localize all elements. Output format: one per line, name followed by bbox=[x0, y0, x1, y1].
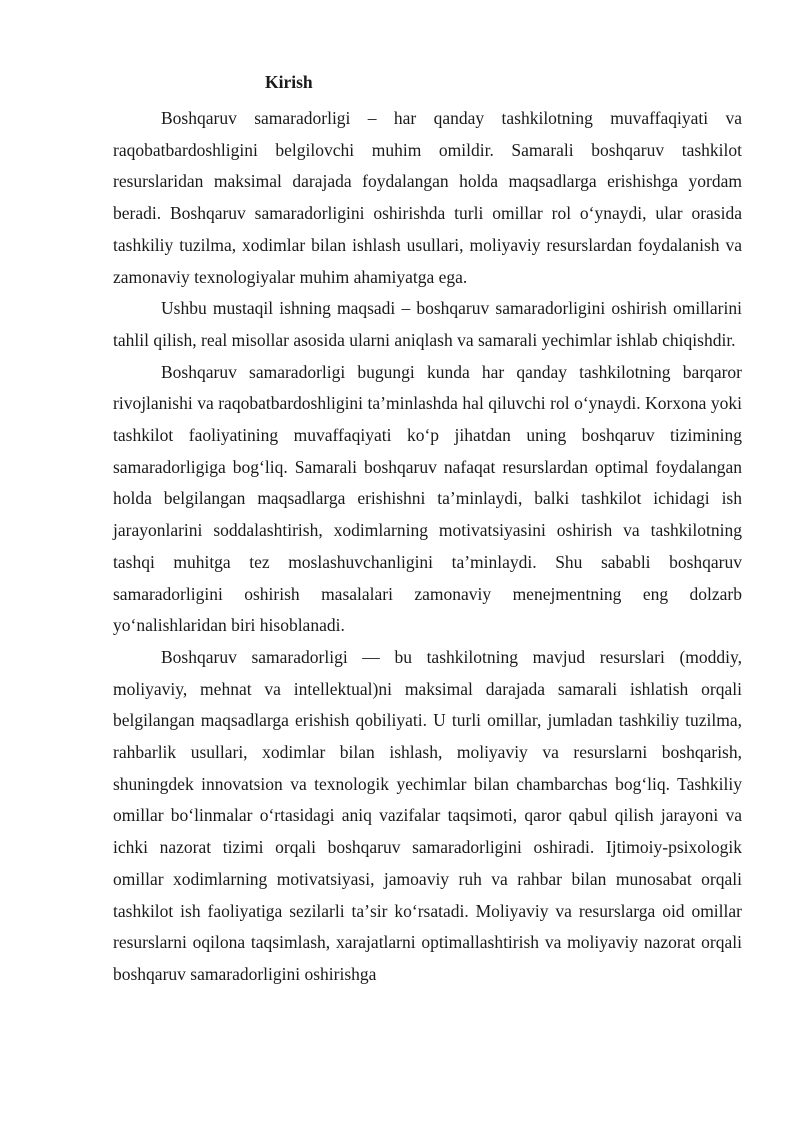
section-heading: Kirish bbox=[265, 72, 313, 92]
paragraph-1: Boshqaruv samaradorligi – har qanday tashkilotning muvaffaqiyati va raqobatbardoshligini belgilovchi muhim omildir. Samarali boshqaruv tashkilot resurslaridan maksimal darajada foydalangan holda maqsadlarga erishishga yordam beradi. Boshqaruv samaradorligini oshirishda turli omillar rol oʻynaydi, ular orasida tashkiliy tuzilma, xodimlar bilan ishlash usullari, moliyaviy resurslardan foydalanish va zamonaviy texnologiyalar muhim ahamiyatga ega. bbox=[113, 108, 742, 287]
paragraph-3: Boshqaruv samaradorligi bugungi kunda har qanday tashkilotning barqaror rivojlanishi va raqobatbardoshligini taʼminlashda hal qiluvchi rol oʻynaydi. Korxona yoki tashkilot faoliyatining muvaffaqiyati koʻp jihatdan uning boshqaruv tizimining samaradorligiga bogʻliq. Samarali boshqaruv nafaqat resurslardan optimal foydalangan holda belgilangan maqsadlarga erishishni taʼminlaydi, balki tashkilot ichidagi ish jarayonlarini soddalashtirish, xodimlarning motivatsiyasini oshirish va tashkilotning tashqi muhitga tez moslashuvchanligini taʼminlaydi. Shu sababli boshqaruv samaradorligini oshirish masalalari zamonaviy menejmentning eng dolzarb yoʻnalishlaridan biri hisoblanadi. bbox=[113, 361, 742, 636]
paragraph-4: Boshqaruv samaradorligi — bu tashkilotning mavjud resurslari (moddiy, moliyaviy, mehnat va intellektual)ni maksimal darajada samarali ishlatish orqali belgilangan maqsadlarga erishish qobiliyati. U turli omillar, jumladan tashkiliy tuzilma, rahbarlik usullari, xodimlar bilan ishlash, moliyaviy va resurslarni boshqarish, shuningdek innovatsion va texnologik yechimlar bilan chambarchas bogʻliq. Tashkiliy omillar boʻlinmalar oʻrtasidagi aniq vazifalar taqsimoti, qaror qabul qilish jarayoni va ichki nazorat tizimi orqali boshqaruv samaradorligini oshiradi. Ijtimoiy-psixologik omillar xodimlarning motivatsiyasi, jamoaviy ruh va rahbar bilan munosabat orqali tashkilot ish faoliyatiga sezilarli taʼsir koʻrsatadi. Moliyaviy va resurslarga oid omillar resurslarni oqilona taqsimlash, xarajatlarni optimallashtirish va moliyaviy nazorat orqali boshqaruv samaradorligini oshirishga bbox=[113, 646, 742, 984]
body-text bbox=[113, 103, 742, 991]
paragraph-2: Ushbu mustaqil ishning maqsadi – boshqaruv samaradorligini oshirish omillarini tahlil qilish, real misollar asosida ularni aniqlash va samarali yechimlar ishlab chiqishdir. bbox=[113, 298, 742, 350]
